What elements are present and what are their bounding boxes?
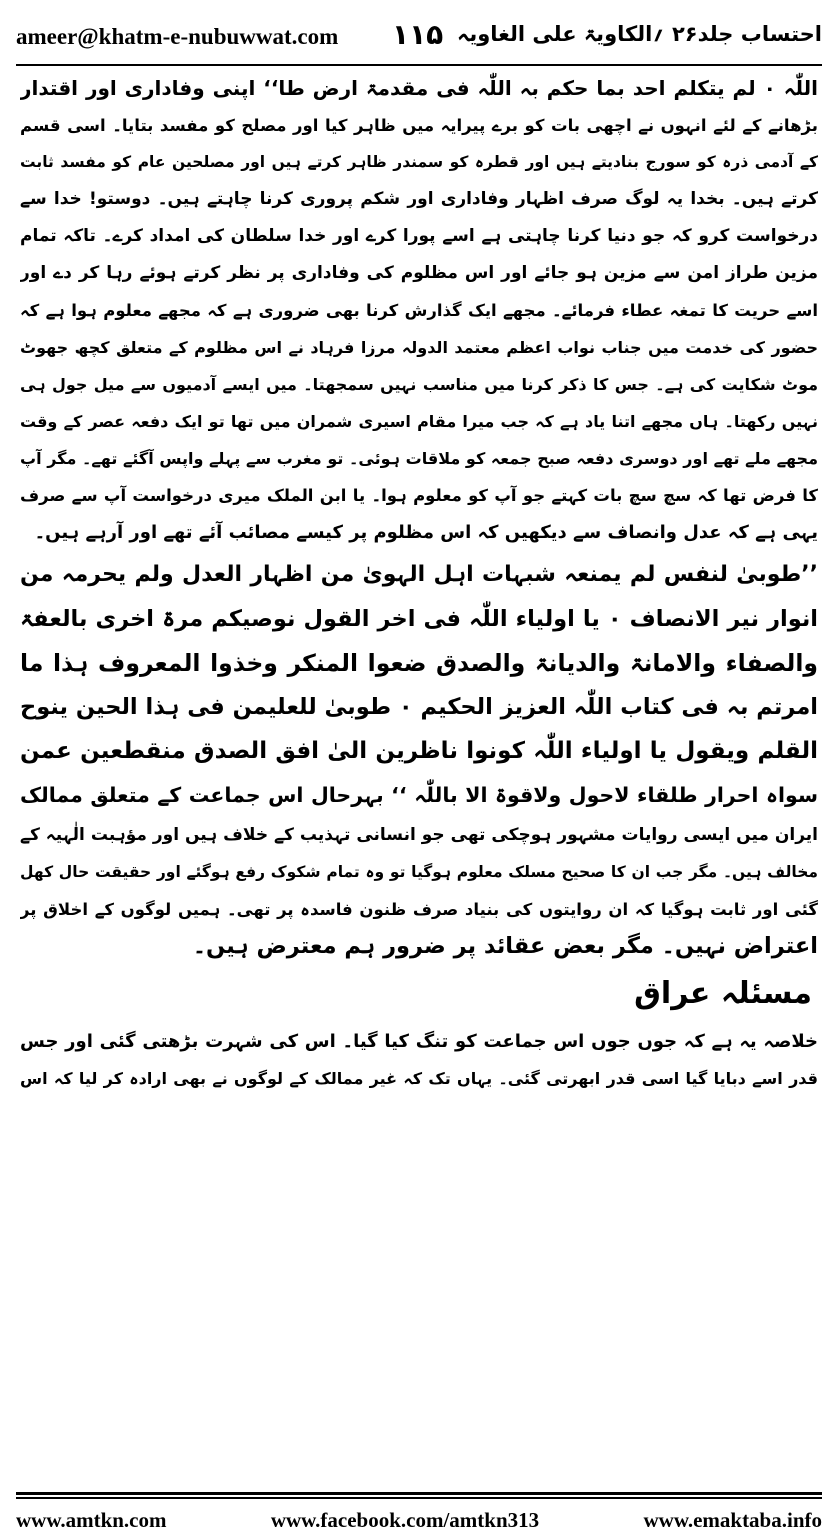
text-line: درخواست کرو کہ جو دنیا کرنا چاہتی ہے اسے پورا کرے اور خدا سلطان کی امداد کرے۔ تاکہ تمام: [20, 226, 818, 246]
page-body: [20, 70, 818, 1097]
section-heading: مسئلہ عراق: [634, 976, 812, 1011]
text-line: قدر اسے دبایا گیا اسی قدر ابھرتی گئی۔ یہاں تک کہ غیر ممالک کے لوگوں نے بھی ارادہ کر لیا کہ اس: [20, 1069, 818, 1088]
arabic-line: سواہ احرار طلقاء لاحول ولاقوۃ الا باللّٰہ ‘‘ بہرحال اس جماعت کے متعلق ممالک: [20, 783, 818, 807]
text-line: اللّٰہ ۰ لم یتکلم احد بما حکم بہ اللّٰہ فی مقدمۃ ارض طا‘‘ اپنی وفاداری اور اقتدار: [20, 76, 818, 100]
footer-link-amtkn[interactable]: www.amtkn.com: [16, 1508, 167, 1532]
footer-rule-thin: [16, 1497, 822, 1499]
text-line: کرتے ہیں۔ بخدا یہ لوگ صرف اظہار وفاداری اور شکم پروری کرنا چاہتے ہیں۔ دوستو! خدا سے: [20, 189, 818, 209]
text-line: مزین طراز امن سے مزین ہو جائے اور اس مظلوم کی وفاداری پر نظر کرتے ہوئے رہا کر دے اور: [20, 263, 818, 283]
text-line: خلاصہ یہ ہے کہ جوں جوں اس جماعت کو تنگ کیا گیا۔ اس کی شہرت بڑھتی گئی اور جس: [20, 1031, 818, 1052]
page-number: ۱۱۵: [392, 18, 444, 51]
header-email: ameer@khatm-e-nubuwwat.com: [16, 24, 339, 49]
footer-link-facebook[interactable]: www.facebook.com/amtkn313: [270, 1508, 540, 1532]
arabic-line: انوار نیر الانصاف ۰ یا اولیاء اللّٰہ فی اخر القول نوصیکم مرۃ اخری بالعفۃ: [20, 606, 818, 632]
text-line: بڑھانے کے لئے انہوں نے اچھی بات کو برے پیرایہ میں ظاہر کیا اور مصلح کو مفسد بتایا۔ اسی قسم: [20, 116, 818, 135]
page-header: [16, 14, 822, 62]
book-title: احتساب جلد۲۶ ؍الکاویۃ علی الغاویہ: [457, 22, 822, 46]
text-line: اعتراض نہیں۔ مگر بعض عقائد پر ضرور ہم معترض ہیں۔: [192, 933, 818, 959]
header-rule: [16, 64, 822, 66]
arabic-line: ’’طوبیٰ لنفس لم یمنعہ شبہات اہل الہویٰ من اظہار العدل ولم یحرمہ من: [20, 562, 818, 587]
text-line: کا فرض تھا کہ سچ سچ بات کہتے جو آپ کو معلوم ہوا۔ یا ابن الملک میری درخواست آپ سے صرف: [20, 486, 818, 505]
text-line: نہیں رکھتا۔ ہاں مجھے اتنا یاد ہے کہ جب میرا مقام اسیری شمران میں تھا تو ایک دفعہ عصر کے وقت: [20, 412, 818, 431]
arabic-line: القلم ویقول یا اولیاء اللّٰہ کونوا ناظرین الیٰ افق الصدق منقطعین عمن: [20, 738, 818, 764]
page-footer: [16, 1505, 822, 1535]
footer-link-emaktaba[interactable]: www.emaktaba.info: [643, 1508, 822, 1532]
text-line: مجھے ملے تھے اور دوسری دفعہ صبح جمعہ کو ملاقات ہوئی۔ تو مغرب سے پہلے واپس آگئے تھے۔ مگر آپ: [20, 449, 818, 468]
footer-rule: [16, 1492, 822, 1495]
text-line: یہی ہے کہ عدل وانصاف سے دیکھیں کہ اس مظلوم پر کیسے مصائب آئے تھے اور آرہے ہیں۔: [34, 522, 818, 543]
arabic-line: والصفاء والامانۃ والدیانۃ والصدق ضعوا المنکر وخذوا المعروف ہذا ما: [20, 649, 818, 677]
text-line: گئی اور ثابت ہوگیا کہ ان روایتوں کی بنیاد صرف ظنون فاسدہ پر تھی۔ ہمیں لوگوں کے اخلاق پر: [20, 900, 818, 919]
text-line: حضور کی خدمت میں جناب نواب اعظم معتمد الدولہ مرزا فرہاد نے اس مظلوم کے متعلق کچھ جھوٹ: [20, 338, 818, 357]
arabic-line: امرتم بہ فی کتاب اللّٰہ العزیز الحکیم ۰ طوبیٰ للعلیمن فی ہذا الحین ینوح: [20, 694, 818, 720]
text-line: موٹ شکایت کی ہے۔ جس کا ذکر کرنا میں مناسب نہیں سمجھتا۔ میں ایسے آدمیوں سے میل جول ہی: [20, 375, 818, 394]
text-line: مخالف ہیں۔ مگر جب ان کا صحیح مسلک معلوم ہوگیا تو وہ تمام شکوک رفع ہوگئے اور حقیقت حال کھل: [20, 863, 818, 881]
text-line: اسے حریت کا تمغہ عطاء فرمائے۔ مجھے ایک گذارش کرنا بھی ضروری ہے کہ مجھے معلوم ہوا ہے کہ: [20, 301, 818, 320]
text-line: کے آدمی ذرہ کو سورج بنادیتے ہیں اور قطرہ کو سمندر ظاہر کرتے ہیں اور مصلحین عام کو مفسد ثابت: [20, 153, 818, 171]
text-line: ایران میں ایسی روایات مشہور ہوچکی تھی جو انسانی تہذیب کے خلاف ہیں اور مؤہبت الٰہیہ کے: [20, 825, 818, 845]
